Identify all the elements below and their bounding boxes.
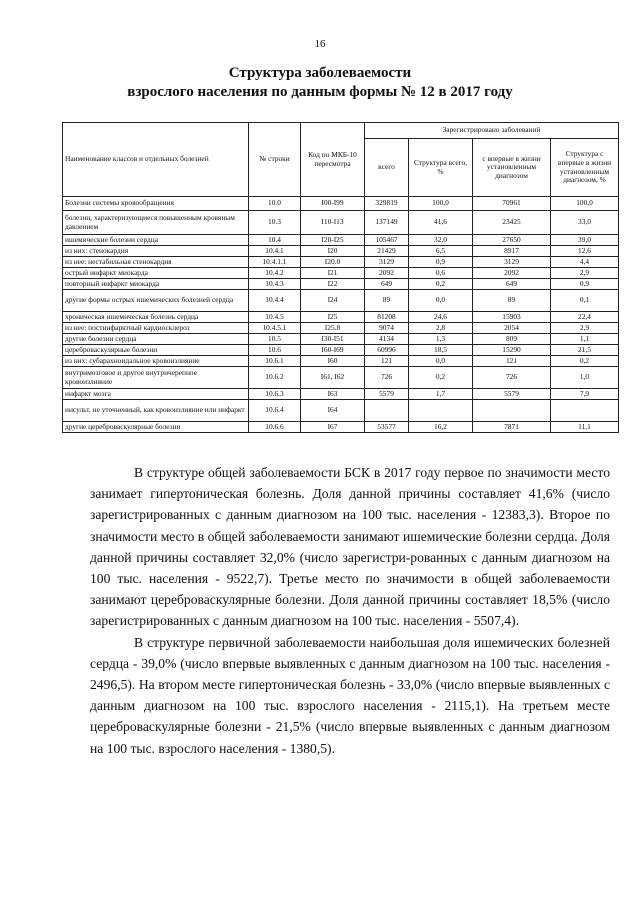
table-cell: 16,2 — [409, 422, 473, 433]
table-cell: 23425 — [473, 211, 551, 235]
row-label-cell: внутримозговое и другое внутричерепное кровоизлияние — [63, 367, 249, 389]
table-cell: 2,8 — [409, 323, 473, 334]
header-registered: Зарегистрировано заболеваний — [365, 123, 619, 139]
table-cell: 10.4.5 — [249, 312, 301, 323]
table-cell: I25 — [301, 312, 365, 323]
table-cell: 3129 — [365, 257, 409, 268]
table-cell: 121 — [365, 356, 409, 367]
table-cell: 81208 — [365, 312, 409, 323]
table-cell: 4134 — [365, 334, 409, 345]
table-cell: I63 — [301, 389, 365, 400]
table-cell: 60996 — [365, 345, 409, 356]
table-cell: 1,0 — [551, 367, 619, 389]
table-cell: 809 — [473, 334, 551, 345]
header-structure-first: Структура с впервые в жизни установленным диагнозом, % — [551, 139, 619, 197]
table-body — [63, 197, 619, 433]
row-label-cell: из них: субарахноидальное кровоизлияние — [63, 356, 249, 367]
row-label-cell: повторный инфаркт миокарда — [63, 279, 249, 290]
header-total: всего — [365, 139, 409, 197]
row-label-cell: другие цереброваскулярные болезни — [63, 422, 249, 433]
row-label-cell: другие формы острых ишемических болезней сердца — [63, 290, 249, 312]
table-cell: 649 — [473, 279, 551, 290]
table-cell: 15290 — [473, 345, 551, 356]
table-cell: 7871 — [473, 422, 551, 433]
table-cell: I25.8 — [301, 323, 365, 334]
table-cell: 0,9 — [551, 279, 619, 290]
table-cell: 12,6 — [551, 246, 619, 257]
table-row — [63, 235, 619, 246]
table-cell: 33,0 — [551, 211, 619, 235]
row-label-cell: инфаркт мозга — [63, 389, 249, 400]
table-cell: I60-I69 — [301, 345, 365, 356]
table-cell: 0,2 — [409, 279, 473, 290]
table-cell: 329819 — [365, 197, 409, 211]
table-cell: 10.4.4 — [249, 290, 301, 312]
header-icd-code: Код по МКБ-10 пересмотра — [301, 123, 365, 197]
table-cell: 726 — [473, 367, 551, 389]
table-cell: 0,1 — [551, 290, 619, 312]
table-cell: 100,0 — [409, 197, 473, 211]
table-cell: 10.0 — [249, 197, 301, 211]
table-row — [63, 246, 619, 257]
table-cell: 121 — [473, 356, 551, 367]
table-cell: I67 — [301, 422, 365, 433]
table-cell: 89 — [473, 290, 551, 312]
table-row — [63, 290, 619, 312]
table-cell: 8917 — [473, 246, 551, 257]
table-cell: 21429 — [365, 246, 409, 257]
table-cell — [551, 400, 619, 422]
table-cell: I21 — [301, 268, 365, 279]
header-structure-total: Структура всего, % — [409, 139, 473, 197]
table-row — [63, 211, 619, 235]
table-cell: 18,5 — [409, 345, 473, 356]
table-cell: 6,5 — [409, 246, 473, 257]
row-label-cell: из нее: нестабильная стенокардия — [63, 257, 249, 268]
table-cell: 1,3 — [409, 334, 473, 345]
table-cell: 10.4.1 — [249, 246, 301, 257]
table-row — [63, 323, 619, 334]
row-label-cell: цереброваскулярные болезни — [63, 345, 249, 356]
table-cell: 0,6 — [409, 268, 473, 279]
table-row — [63, 197, 619, 211]
paragraph-1: В структуре общей заболеваемости БСК в 2017 году первое по значимости место занимает гипертоническая болезнь. Доля данной причины составляет 41,6% (число зарегистрированных с данным диагнозом на 100 тыс. населения - 12383,3). Второе по значимости место в общей заболеваемости занимают ишемические болезни сердца. Доля данной причины составляет 32,0% (число зарегистри-рованных с данным диагнозом на 100 тыс. населения - 9522,7). Третье место по значимости в общей заболеваемости занимают цереброваскулярные болезни. Доля данной причины составляет 18,5% (число зарегистрированных с данным диагнозом на 100 тыс. населения - 5507,4). — [90, 465, 610, 629]
table-cell: 726 — [365, 367, 409, 389]
table-cell — [365, 400, 409, 422]
table-cell: 89 — [365, 290, 409, 312]
table-cell: I10-I13 — [301, 211, 365, 235]
table-cell: 10.4.1.1 — [249, 257, 301, 268]
table-row — [63, 257, 619, 268]
table-cell: 70961 — [473, 197, 551, 211]
table-row — [63, 356, 619, 367]
table-row — [63, 345, 619, 356]
paragraph-2: В структуре первичной заболеваемости наибольшая доля ишемических болезней сердца - 39,0% (число впервые выявленных с данным диагнозом на 100 тыс. населения - 2496,5). На втором месте гипертоническая болезнь - 33,0% (число впервые выявленных с данным диагнозом на 100 тыс. взрослого населения - 2115,1). На третьем месте цереброваскулярные болезни - 21,5% (число впервые выявленных с данным диагнозом на 100 тыс. взрослого населения - 1380,5). — [90, 634, 610, 756]
table-row — [63, 367, 619, 389]
table-cell: 0,0 — [409, 356, 473, 367]
table-cell: 1,1 — [551, 334, 619, 345]
table-cell: I30-I51 — [301, 334, 365, 345]
table-row — [63, 268, 619, 279]
header-first-time: с впервые в жизни установленным диагнозом — [473, 139, 551, 197]
table-cell: 105467 — [365, 235, 409, 246]
table-cell: 0,2 — [551, 356, 619, 367]
table-cell: 22,4 — [551, 312, 619, 323]
table-cell: 10.6.3 — [249, 389, 301, 400]
row-label-cell: инсульт, не уточненный, как кровоизлияние или инфаркт — [63, 400, 249, 422]
table-cell: 10.6.6 — [249, 422, 301, 433]
table-cell: 10.5 — [249, 334, 301, 345]
table-cell: 10.4 — [249, 235, 301, 246]
title-line-2: взрослого населения по данным формы № 12 в 2017 году — [127, 84, 513, 100]
table-cell: I20 — [301, 246, 365, 257]
table-cell: 21,5 — [551, 345, 619, 356]
table-cell: 2092 — [365, 268, 409, 279]
row-label-cell: из них: стенокардия — [63, 246, 249, 257]
table-row — [63, 422, 619, 433]
table-cell: 5579 — [473, 389, 551, 400]
table-row — [63, 334, 619, 345]
table-row — [63, 279, 619, 290]
table-row — [63, 400, 619, 422]
header-row-number: № строки — [249, 123, 301, 197]
document-title — [0, 64, 640, 102]
table-cell: 53577 — [365, 422, 409, 433]
table-cell: 2,9 — [551, 268, 619, 279]
table-cell: I64 — [301, 400, 365, 422]
table-cell: I61, I62 — [301, 367, 365, 389]
table-cell: I60 — [301, 356, 365, 367]
table-cell: 10.4.3 — [249, 279, 301, 290]
table-cell: 27650 — [473, 235, 551, 246]
table-cell: 2054 — [473, 323, 551, 334]
table-cell: 9074 — [365, 323, 409, 334]
header-name: Наименование классов и отдельных болезней — [63, 123, 249, 197]
table-cell: 10.3 — [249, 211, 301, 235]
table-cell: 10.4.5.1 — [249, 323, 301, 334]
row-label-cell: Болезни системы кровообращения — [63, 197, 249, 211]
table-cell: 0,2 — [409, 367, 473, 389]
table-cell: 10.6.2 — [249, 367, 301, 389]
morbidity-table — [62, 122, 619, 433]
table-cell: 24,6 — [409, 312, 473, 323]
table-cell: 11,1 — [551, 422, 619, 433]
table-cell: 649 — [365, 279, 409, 290]
table-cell: I00-I99 — [301, 197, 365, 211]
table-cell: 39,0 — [551, 235, 619, 246]
row-label-cell: из нее: постинфарктный кардиосклероз — [63, 323, 249, 334]
row-label-cell: хроническая ишемическая болезнь сердца — [63, 312, 249, 323]
row-label-cell: острый инфаркт миокарда — [63, 268, 249, 279]
page-number: 16 — [314, 38, 326, 50]
table-cell: 15903 — [473, 312, 551, 323]
table-cell: 41,6 — [409, 211, 473, 235]
table-cell: I24 — [301, 290, 365, 312]
row-label-cell: ишемические болезни сердца — [63, 235, 249, 246]
table-cell: 100,0 — [551, 197, 619, 211]
table-cell: 10.6.1 — [249, 356, 301, 367]
row-label-cell: болезни, характеризующиеся повышенным кровяным давлением — [63, 211, 249, 235]
table-cell: 5579 — [365, 389, 409, 400]
table-cell: 10.6 — [249, 345, 301, 356]
table-cell — [473, 400, 551, 422]
table-cell: 1,7 — [409, 389, 473, 400]
table-cell: I22 — [301, 279, 365, 290]
table-cell — [409, 400, 473, 422]
table-cell: I20-I25 — [301, 235, 365, 246]
title-line-1: Структура заболеваемости — [228, 65, 412, 81]
table-cell: 10.4.2 — [249, 268, 301, 279]
table-cell: 2,9 — [551, 323, 619, 334]
table-cell: 0,9 — [409, 257, 473, 268]
table-cell: 0,0 — [409, 290, 473, 312]
table-row — [63, 389, 619, 400]
table-cell: 7,9 — [551, 389, 619, 400]
body-text — [90, 462, 610, 759]
table-cell: 32,0 — [409, 235, 473, 246]
table-cell: 3129 — [473, 257, 551, 268]
table-cell: 4,4 — [551, 257, 619, 268]
table-row — [63, 312, 619, 323]
table-cell: 2092 — [473, 268, 551, 279]
table-cell: 10.6.4 — [249, 400, 301, 422]
table-cell: I20.0 — [301, 257, 365, 268]
row-label-cell: другие болезни сердца — [63, 334, 249, 345]
table-cell: 137149 — [365, 211, 409, 235]
